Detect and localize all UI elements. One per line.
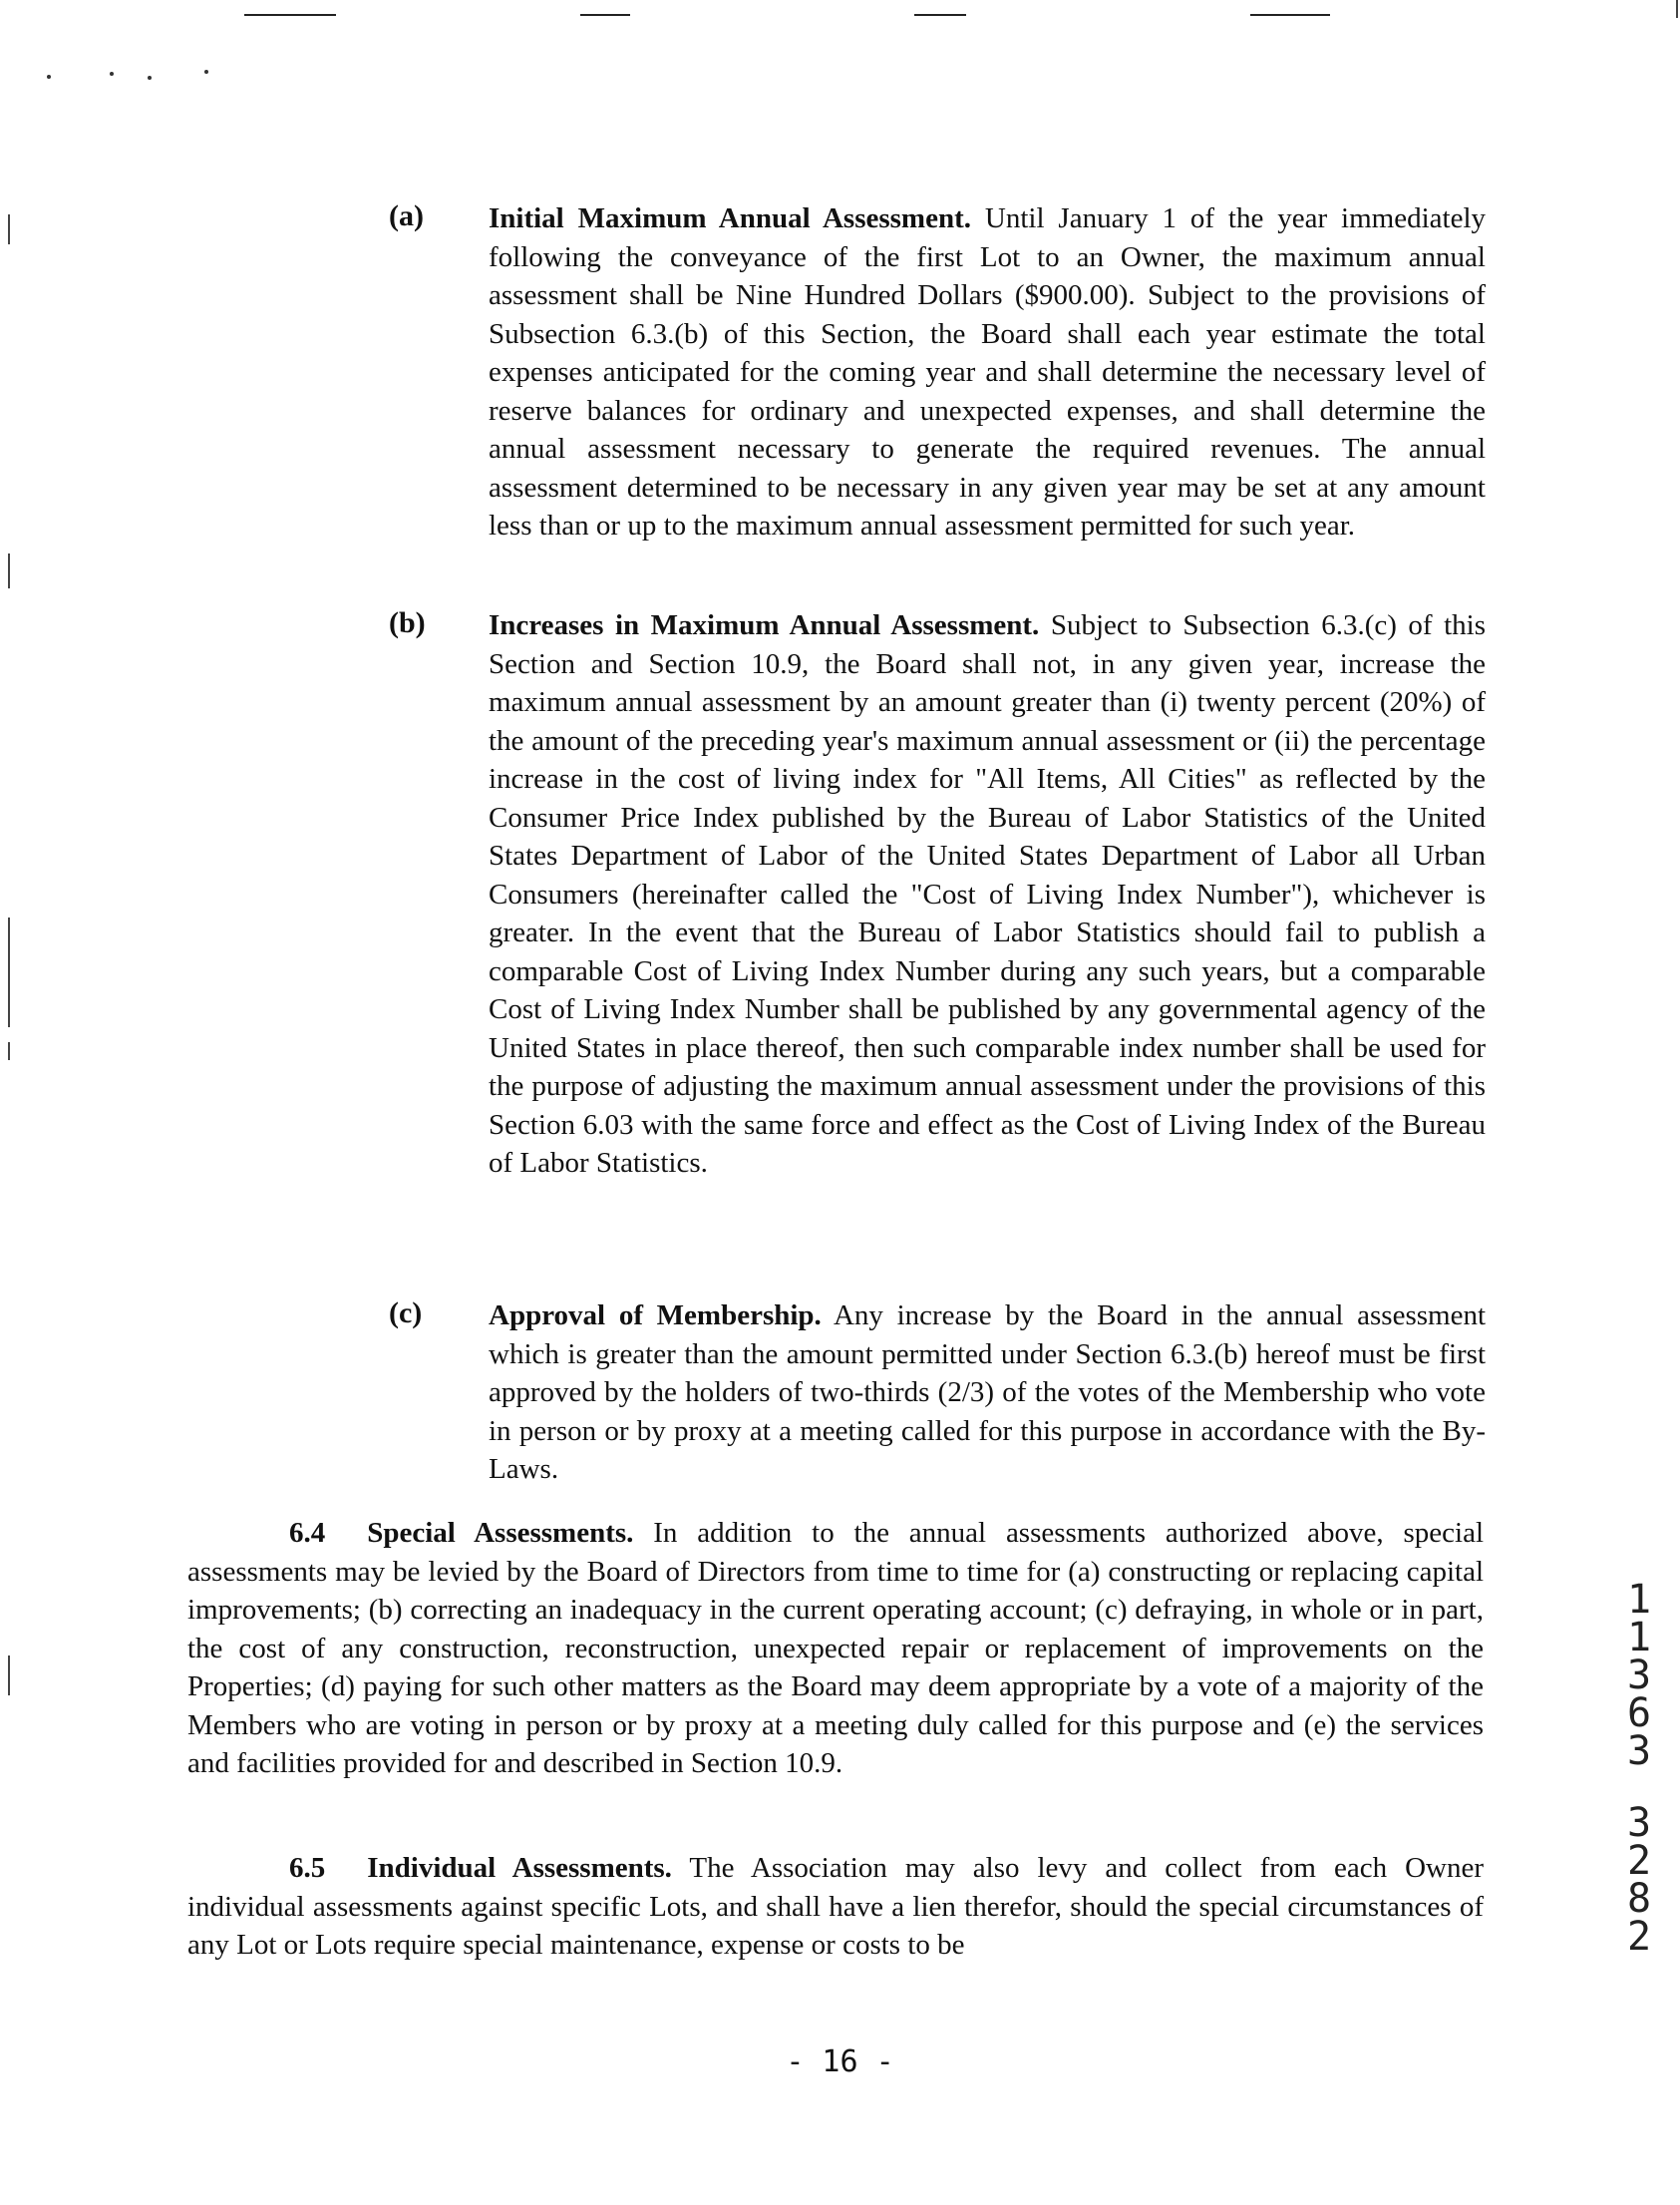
clause-b — [389, 606, 1486, 1183]
section-text: The Association may also levy and collect from each Owner individual assessments against specific Lots, and shall have a lien therefor, should the special circumstances of any Lot or Lots require special maintenance, expense or costs to be — [187, 1852, 1484, 1961]
stamp-digit: 3 — [1626, 1653, 1652, 1698]
section-number: 6.5 — [289, 1852, 326, 1884]
scan-mark — [8, 214, 10, 244]
section-6-4 — [187, 1514, 1484, 1783]
clause-label: (c) — [389, 1296, 423, 1329]
scan-mark — [8, 1042, 10, 1060]
section-heading: Individual Assessments. — [367, 1852, 672, 1884]
section-heading: Special Assessments. — [367, 1517, 634, 1549]
stamp-digit: 1 — [1626, 1577, 1652, 1623]
clause-c — [389, 1296, 1486, 1489]
scan-mark — [8, 553, 10, 588]
clause-text: Until January 1 of the year immediately following the conveyance of the first Lot to an Owner, the maximum annual assessment shall be Nine Hundred Dollars ($900.00). Subject to the provisions of Subsection 6.3.(b) of this Section, the Board shall each year estimate the total expenses anticipated for the coming year and shall determine the necessary level of reserve balances for ordinary and unexpected expenses, and shall determine the annual assessment necessary to generate the required revenues. The annual assessment determined to be necessary in any given year may be set at any amount less than or up to the maximum annual assessment permitted for such year. — [489, 202, 1487, 542]
clause-body — [489, 199, 1486, 546]
clause-text: Any increase by the Board in the annual assessment which is greater than the amount permitted under Section 6.3.(b) hereof must be first approved by the holders of two-thirds (2/3) of the votes of the Membership who vote in person or by proxy at a meeting called for this purpose in accordance with the By-Laws. — [489, 1299, 1487, 1485]
stamp-digit: 6 — [1626, 1690, 1652, 1736]
scan-rule — [914, 14, 966, 16]
section-text: In addition to the annual assessments authorized above, special assessments may be levied by the Board of Directors from time to time for (a) constructing or replacing capital improvements; (b) correcting an inadequacy in the current operating account; (c) defraying, in whole or in part, the cost of any construction, reconstruction, unexpected repair or replacement of improvements on the Properties; (d) paying for such other matters as the Board may deem appropriate by a vote of a majority of the Members who are voting in person or by proxy at a meeting duly called for this purpose and (e) the services and facilities provided for and described in Section 10.9. — [187, 1517, 1485, 1779]
scan-speck — [47, 75, 51, 79]
scan-mark — [8, 1655, 10, 1695]
clause-heading: Increases in Maximum Annual Assessment. — [489, 609, 1040, 641]
stamp-digit: 3 — [1626, 1800, 1652, 1846]
clause-body — [489, 1296, 1486, 1489]
section-6-5 — [187, 1849, 1484, 1965]
clause-label: (b) — [389, 606, 426, 639]
scan-rule — [580, 14, 630, 16]
scan-speck — [148, 76, 152, 80]
clause-heading: Initial Maximum Annual Assessment. — [489, 202, 971, 234]
clause-body — [489, 606, 1486, 1183]
stamp-digit: 2 — [1626, 1838, 1652, 1884]
clause-label: (a) — [389, 199, 424, 232]
section-number: 6.4 — [289, 1517, 326, 1549]
stamp-digit: 3 — [1626, 1728, 1652, 1774]
recording-stamp — [1619, 1577, 1659, 1960]
scan-rule — [1250, 14, 1330, 16]
clause-text: Subject to Subsection 6.3.(c) of this Section and Section 10.9, the Board shall not, in any given year, increase the maximum annual assessment by an amount greater than (i) twenty percent (20%) of the amount of the preceding year's maximum annual assessment or (ii) the percentage increase in the cost of living index for "All Items, All Cities" as reflected by the Consumer Price Index published by the Bureau of Labor Statistics of the United States Department of Labor of the United States Department of Labor all Urban Consumers (hereinafter called the "Cost of Living Index Number"), whichever is greater. In the event that the Bureau of Labor Statistics should fail to publish a comparable Cost of Living Index Number during any such years, but a comparable Cost of Living Index Number shall be published by any governmental agency of the United States in place thereof, then such comparable index number shall be used for the purpose of adjusting the maximum annual assessment under the provisions of this Section 6.03 with the same force and effect as the Cost of Living Index of the Bureau of Labor Statistics. — [489, 609, 1487, 1179]
scan-rule — [244, 14, 336, 16]
scan-speck — [110, 72, 114, 76]
scan-speck — [204, 70, 208, 74]
stamp-digit: 2 — [1626, 1914, 1652, 1960]
scan-mark — [8, 918, 10, 1027]
stamp-digit: 8 — [1626, 1876, 1652, 1922]
page-number: - 16 - — [786, 2044, 894, 2079]
clause-a — [389, 199, 1486, 546]
scan-mark — [1676, 0, 1678, 18]
clause-heading: Approval of Membership. — [489, 1299, 822, 1331]
stamp-digit: 1 — [1626, 1615, 1652, 1660]
